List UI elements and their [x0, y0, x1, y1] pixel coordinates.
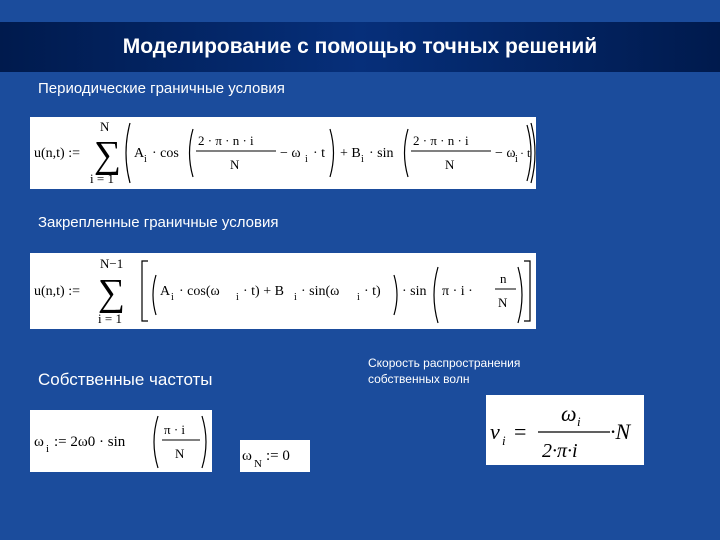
fixed-sum-top: N−1: [100, 256, 124, 271]
note-speed: [368, 355, 520, 387]
velocity-eq: =: [514, 419, 527, 444]
velocity-v: v: [490, 419, 500, 444]
sigma-symbol: ∑: [94, 134, 122, 176]
fixed-pi: π · i ·: [442, 284, 473, 299]
fixed-t2: · t): [364, 284, 381, 299]
periodic-a: A: [134, 146, 145, 161]
velocity-tail: ·N: [610, 419, 631, 444]
periodic-a-sub: i: [144, 154, 147, 165]
formula-fixed: [30, 253, 536, 329]
periodic-w-sub2: i: [515, 154, 518, 165]
omega-i-sub: i: [46, 443, 50, 455]
omega-i-assign: := 2ω0 · sin: [54, 434, 126, 450]
periodic-w-sub1: i: [305, 154, 308, 165]
periodic-plus-b: + B: [340, 146, 361, 161]
fixed-lhs: u(n,t) :=: [34, 284, 80, 299]
periodic-lhs: u(n,t) :=: [34, 146, 80, 161]
omega-i-num: π · i: [164, 422, 186, 437]
label-fixed-conditions: Закрепленные граничные условия: [38, 214, 279, 231]
periodic-b-sub: i: [361, 154, 364, 165]
periodic-t2: · t: [520, 146, 531, 160]
fixed-cos: · cos(ω: [179, 284, 220, 299]
omega-n-assign: := 0: [266, 448, 290, 464]
periodic-den2: N: [445, 157, 455, 172]
omega-n-lhs: ω: [242, 448, 252, 464]
slide-title: Моделирование с помощью точных решений: [122, 35, 598, 58]
periodic-minus2: − ω: [495, 146, 516, 161]
formula-periodic: [30, 117, 536, 189]
fixed-a: A: [160, 284, 171, 299]
title-bar: [0, 22, 720, 72]
fixed-sum-bottom: i = 1: [98, 311, 122, 326]
sigma-symbol-fixed: ∑: [98, 272, 126, 314]
omega-i-lhs: ω: [34, 434, 44, 450]
fixed-den: N: [498, 295, 508, 310]
fixed-num: n: [500, 271, 507, 286]
formula-omega-n: [240, 440, 310, 472]
fixed-b-sub: i: [294, 292, 297, 303]
velocity-den: 2·π·i: [542, 440, 578, 462]
fixed-a-sub: i: [171, 292, 174, 303]
periodic-sum-top: N: [100, 119, 110, 134]
fixed-w-sub1: i: [236, 292, 239, 303]
fixed-t1: · t) + B: [243, 284, 284, 299]
fixed-sin: · sin(ω: [301, 284, 340, 299]
formula-omega-i: [30, 410, 212, 472]
periodic-num1: 2 · π · n · i: [198, 133, 254, 148]
periodic-t1: · t: [313, 146, 326, 161]
fixed-w-sub2: i: [357, 292, 360, 303]
omega-n-sub: N: [254, 458, 262, 470]
label-eigen-frequencies: Собственные частоты: [38, 370, 213, 389]
label-periodic-conditions: Периодические граничные условия: [38, 80, 285, 97]
note-speed-line2: собственных волн: [368, 372, 470, 386]
omega-i-den: N: [175, 446, 185, 461]
velocity-num: ω: [561, 401, 577, 426]
velocity-num-sub: i: [577, 414, 581, 429]
periodic-den1: N: [230, 157, 240, 172]
note-speed-line1: Скорость распространения: [368, 356, 521, 370]
velocity-v-sub: i: [502, 433, 506, 448]
periodic-sum-bottom: i = 1: [90, 171, 114, 186]
formula-velocity: [486, 395, 644, 465]
periodic-num2: 2 · π · n · i: [413, 133, 469, 148]
periodic-cos: · cos: [152, 146, 179, 161]
periodic-minus1: − ω: [280, 146, 301, 161]
periodic-sin: · sin: [369, 146, 394, 161]
fixed-sin2: · sin: [402, 284, 427, 299]
